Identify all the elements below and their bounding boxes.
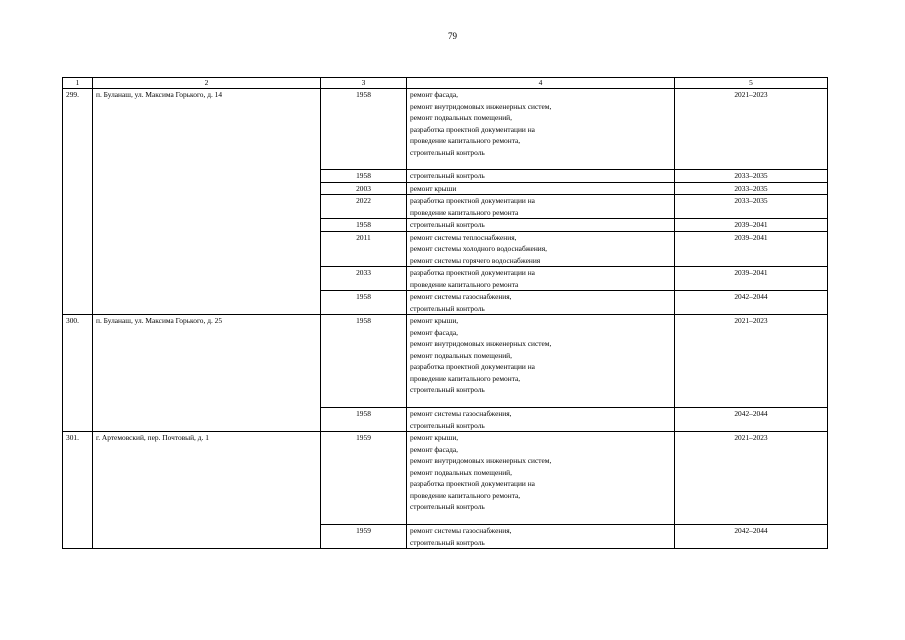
year-cell: 2022 [321, 195, 407, 219]
entry-number: 299. [63, 89, 93, 315]
period-cell: 2042–2044 [675, 525, 828, 549]
building-address: п. Буланаш, ул. Максима Горького, д. 25 [93, 315, 321, 432]
work-item: проведение капитального ремонта [410, 279, 519, 289]
work-item: строительный контроль [410, 420, 485, 430]
work-item: ремонт фасада, [410, 327, 458, 337]
work-item: разработка проектной документации на [410, 124, 535, 134]
column-number-row [63, 78, 828, 89]
work-item: проведение капитального ремонта, [410, 490, 521, 500]
work-item: ремонт крыши [410, 183, 457, 193]
column-header: 3 [321, 78, 407, 89]
work-item: ремонт системы горячего водоснабжения [410, 255, 541, 265]
period-cell: 2039–2041 [675, 219, 828, 232]
work-item: ремонт системы газоснабжения, [410, 409, 512, 418]
year-cell: 2033 [321, 267, 407, 291]
entry-number: 300. [63, 315, 93, 432]
work-item: ремонт системы газоснабжения, [410, 526, 512, 535]
work-list [407, 408, 675, 432]
building-address: г. Артемовский, пер. Почтовый, д. 1 [93, 432, 321, 549]
year-cell: 1958 [321, 315, 407, 408]
year-cell: 1958 [321, 170, 407, 183]
year-cell: 1959 [321, 432, 407, 525]
year-cell: 1959 [321, 525, 407, 549]
period-cell: 2021–2023 [675, 89, 828, 170]
work-item: строительный контроль [410, 147, 485, 157]
year-cell: 1958 [321, 408, 407, 432]
work-item: ремонт системы газоснабжения, [410, 292, 512, 301]
work-item: разработка проектной документации на [410, 268, 535, 277]
column-header: 1 [63, 78, 93, 89]
period-cell: 2042–2044 [675, 291, 828, 315]
building-address: п. Буланаш, ул. Максима Горького, д. 14 [93, 89, 321, 315]
work-list [407, 170, 675, 183]
work-item: ремонт фасада, [410, 90, 458, 99]
table-row [63, 89, 828, 170]
work-item: ремонт крыши, [410, 433, 459, 442]
work-item: проведение капитального ремонта, [410, 373, 521, 383]
work-list [407, 231, 675, 267]
work-item: разработка проектной документации на [410, 196, 535, 205]
work-list [407, 291, 675, 315]
work-item: строительный контроль [410, 502, 485, 511]
period-cell: 2033–2035 [675, 195, 828, 219]
work-item: ремонт внутридомовых инженерных систем, [410, 456, 552, 465]
work-item: строительный контроль [410, 303, 485, 313]
work-list [407, 89, 675, 170]
year-cell: 2011 [321, 231, 407, 267]
year-cell: 1958 [321, 219, 407, 232]
work-item: ремонт крыши, [410, 316, 459, 325]
period-cell: 2021–2023 [675, 432, 828, 525]
work-list [407, 525, 675, 549]
work-item: разработка проектной документации на [410, 362, 535, 371]
work-list [407, 432, 675, 525]
work-item: ремонт фасада, [410, 444, 458, 454]
work-item: проведение капитального ремонта, [410, 136, 521, 145]
period-cell: 2039–2041 [675, 267, 828, 291]
repair-schedule-table [62, 77, 828, 549]
work-item: разработка проектной документации на [410, 479, 535, 488]
year-cell: 1958 [321, 291, 407, 315]
table-row [63, 315, 828, 408]
period-cell: 2033–2035 [675, 170, 828, 183]
work-item: ремонт системы теплоснабжения, [410, 232, 517, 242]
work-list [407, 219, 675, 232]
column-header: 5 [675, 78, 828, 89]
column-header: 4 [407, 78, 675, 89]
work-item: строительный контроль [410, 171, 485, 180]
page-number: 79 [448, 31, 457, 41]
table-row [63, 432, 828, 525]
work-list [407, 182, 675, 195]
work-list [407, 315, 675, 408]
entry-number: 301. [63, 432, 93, 549]
work-item: ремонт подвальных помещений, [410, 350, 512, 360]
year-cell: 1958 [321, 89, 407, 170]
work-list [407, 195, 675, 219]
work-item: ремонт подвальных помещений, [410, 113, 512, 122]
work-item: проведение капитального ремонта [410, 207, 519, 217]
period-cell: 2021–2023 [675, 315, 828, 408]
column-header: 2 [93, 78, 321, 89]
work-item: ремонт внутридомовых инженерных систем, [410, 339, 552, 348]
work-item: строительный контроль [410, 537, 485, 547]
period-cell: 2033–2035 [675, 182, 828, 195]
period-cell: 2042–2044 [675, 408, 828, 432]
year-cell: 2003 [321, 182, 407, 195]
work-item: строительный контроль [410, 385, 485, 394]
work-item: ремонт системы холодного водоснабжения, [410, 244, 547, 253]
work-item: ремонт подвальных помещений, [410, 467, 512, 477]
work-item: ремонт внутридомовых инженерных систем, [410, 101, 552, 111]
period-cell: 2039–2041 [675, 231, 828, 267]
work-list [407, 267, 675, 291]
work-item: строительный контроль [410, 220, 485, 229]
